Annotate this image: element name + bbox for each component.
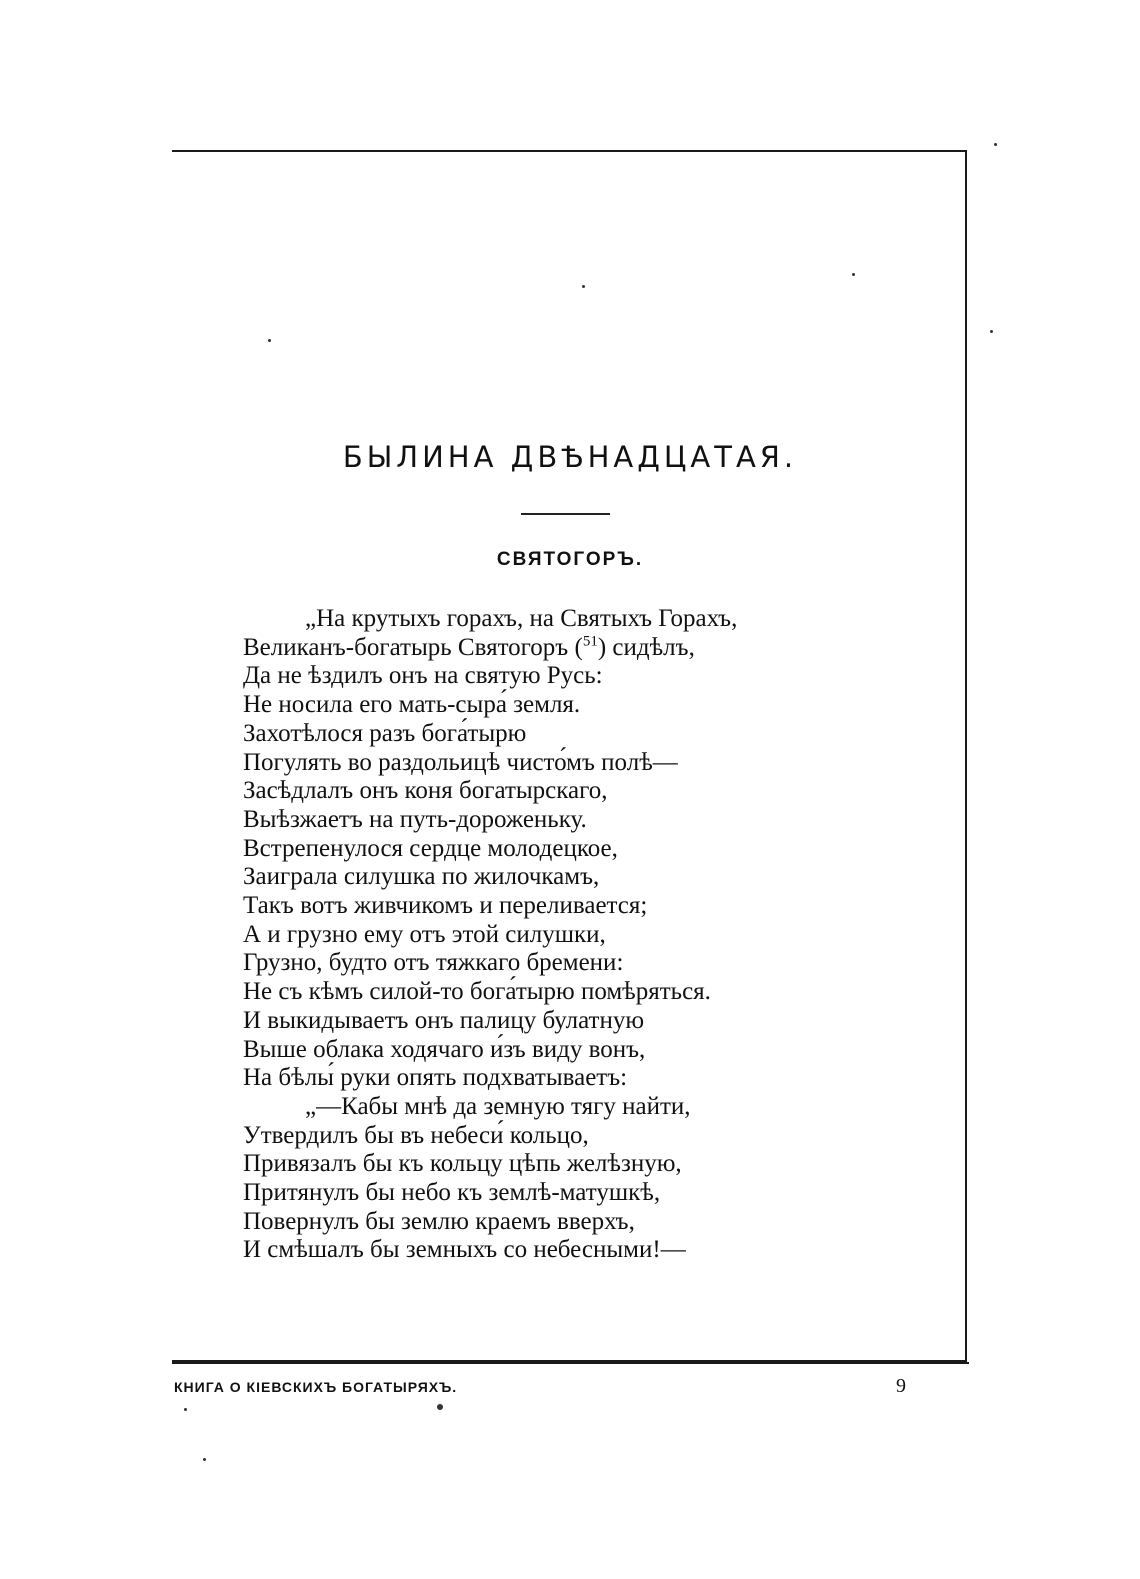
scan-speck — [990, 330, 993, 333]
scan-speck — [994, 143, 997, 146]
scan-speck — [268, 339, 271, 342]
footnote-ref: 51 — [582, 633, 598, 650]
verse-line: Притянулъ бы небо къ землѣ-матушкѣ, — [243, 1179, 661, 1207]
verse-line: Погулять во раздольицѣ чисто́мъ полѣ— — [243, 748, 678, 776]
verse-line: Встрепенулося сердце молодецкое, — [243, 834, 618, 862]
verse-line: На бѣлы́ руки опять подхватываетъ: — [243, 1064, 628, 1092]
verse-line: Великанъ-богатырь Святогоръ ($^{51}$) сидѣлъ, — [243, 633, 695, 661]
verse-line: И смѣшалъ бы земныхъ со небесными!— — [243, 1236, 686, 1264]
chapter-title: БЫЛИНА ДВѢНАДЦАТАЯ. — [342, 440, 798, 474]
verse-line: Да не ѣздилъ онъ на святую Русь: — [243, 662, 603, 690]
verse-line: Выше облака ходячаго и́зъ виду вонъ, — [243, 1035, 646, 1063]
verse-line: Утвердилъ бы въ небеси́ кольцо, — [243, 1121, 589, 1149]
verse-line: Такъ вотъ живчикомъ и переливается; — [243, 892, 648, 920]
verse-line: Грузно, будто отъ тяжкаго бремени: — [243, 949, 624, 977]
scan-speck — [437, 1404, 443, 1410]
footer-divider — [172, 1362, 969, 1364]
page-number: 9 — [896, 1375, 906, 1397]
verse-line: „—Кабы мнѣ да земную тягу найти, — [305, 1092, 691, 1120]
verse-block — [243, 605, 863, 1265]
verse-line: „На крутыхъ горахъ, на Святыхъ Горахъ, — [305, 605, 738, 632]
scan-speck — [582, 285, 585, 288]
verse-line: А и грузно ему отъ этой силушки, — [243, 920, 606, 948]
verse-line: Не съ кѣмъ силой-то бога́тырю помѣряться. — [243, 978, 711, 1006]
verse-line: Повернулъ бы землю краемъ вверхъ, — [243, 1207, 635, 1235]
scan-speck — [852, 273, 855, 276]
verse-line: Привязалъ бы къ кольцу цѣпь желѣзную, — [243, 1150, 682, 1178]
verse-line: Выѣзжаетъ на путь-дороженьку. — [243, 805, 587, 833]
verse-line-text: сидѣлъ, — [612, 633, 695, 661]
verse-line: Заиграла силушка по жилочкамъ, — [243, 863, 600, 891]
scan-speck — [203, 1458, 206, 1461]
verse-line: Захотѣлося разъ бога́тырю — [243, 719, 527, 747]
verse-line: Не носила его мать-сыра́ земля. — [243, 691, 581, 719]
verse-line: Засѣдлалъ онъ коня богатырскаго, — [243, 777, 608, 805]
verse-line-text: Великанъ-богатырь Святогоръ — [243, 633, 569, 661]
verse-line: И выкидываетъ онъ палицу булатную — [243, 1006, 645, 1034]
running-footer: КНИГА О КІЕВСКИХЪ БОГАТЫРЯХЪ. — [174, 1379, 458, 1395]
title-divider — [521, 513, 610, 515]
scan-speck — [184, 1408, 187, 1411]
poem-title: СВЯТОГОРЪ. — [496, 549, 644, 570]
